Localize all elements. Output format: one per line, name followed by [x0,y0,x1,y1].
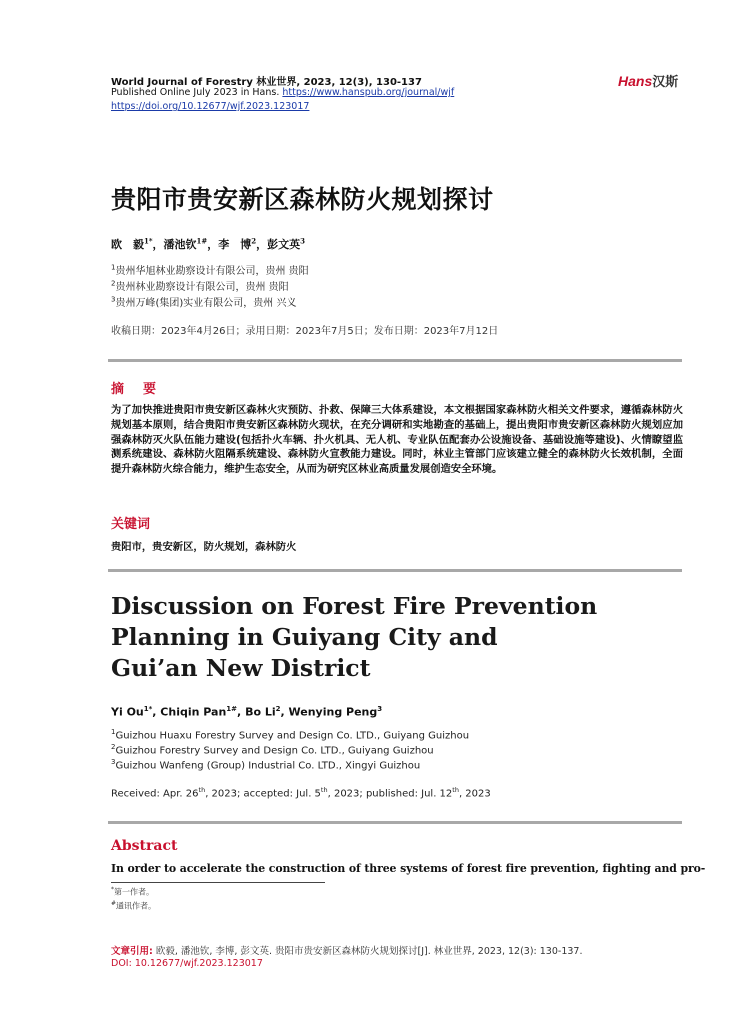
cn-keywords-heading: 关键词 [111,517,151,532]
en-title-line: Planning in Guiyang City and [111,623,498,651]
date-sup: th [198,786,206,794]
cn-title: 贵阳市贵安新区森林防火规划探讨 [111,185,494,214]
divider [108,569,682,572]
cn-affiliation [111,294,296,309]
en-affiliation [111,728,469,741]
logo-cn-text: 汉斯 [652,75,679,90]
en-title-line: Gui’an New District [111,654,371,682]
footnote-text: 通讯作者。 [116,901,157,911]
doi-line [111,101,309,112]
divider [108,359,682,362]
en-title [111,591,651,684]
citation [111,943,582,957]
en-dates [111,786,491,799]
affil-text: Guizhou Wanfeng (Group) Industrial Co. LTD., Xingyi Guizhou [115,760,421,772]
footer-doi[interactable]: DOI: 10.12677/wjf.2023.123017 [111,958,263,969]
citation-text: 欧毅, 潘池钦, 李博, 彭文英. 贵阳市贵安新区森林防火规划探讨[J]. 林业世界, 2023, 12(3): 130-137. [152,946,583,957]
en-author: Wenying Peng [288,705,378,719]
cn-author-sup: 1* [144,236,153,246]
en-author-sup: 3 [377,705,383,713]
divider [108,821,682,824]
cn-affiliation [111,278,289,293]
received-date: Received: Apr. 26 [111,788,199,800]
cn-author: 李 博 [218,238,252,251]
footnote-divider [111,882,325,883]
citation-label: 文章引用: [111,946,153,957]
en-abstract-text: In order to accelerate the construction of three systems of forest fire prevention, fighting and pro- [111,862,706,875]
published-text: Published Online July 2023 in Hans. [111,87,283,98]
affil-text: 贵州万峰(集团)实业有限公司，贵州 兴义 [115,298,297,309]
cn-authors: 欧 毅$^{1*}$，潘池钦$^{1\#}$，李 博$^2$，彭文英$^3$ [111,236,306,251]
doi-url-link[interactable]: https://doi.org/10.12677/wjf.2023.123017 [111,101,310,112]
en-title-line: Discussion on Forest Fire Prevention [111,592,598,620]
en-author-sup: 2 [275,705,281,713]
affil-sup: 2 [111,743,116,751]
en-author-sup: 1* [143,705,153,713]
date-sup: th [452,786,459,794]
affil-text: 贵州华旭林业勘察设计有限公司，贵州 贵阳 [115,266,309,277]
en-author: Chiqin Pan [160,705,227,719]
en-abstract-heading: Abstract [111,838,178,854]
cn-author-sup: 2 [251,236,257,246]
affil-text: 贵州林业勘察设计有限公司，贵州 贵阳 [115,282,289,293]
affil-sup: 1 [111,728,116,736]
affil-sup: 2 [111,279,116,288]
cn-affiliation [111,262,309,277]
cn-author: 彭文英 [267,238,301,251]
published-date: , 2023; published: Jul. 12 [327,788,453,800]
footnote-sup: * [111,886,114,893]
en-authors: Yi $Ou^{1*}$, Chiqin Pan$^{1\#}$, Bo Li$^2$, Wenying Peng$^3$ [111,705,383,719]
cn-author-sup: 1# [196,236,208,246]
affil-sup: 3 [111,295,116,304]
en-author: Yi Ou [111,705,144,719]
affil-sup: 3 [111,758,116,766]
en-author-sup: 1# [226,705,238,713]
footnote-sup: # [111,900,117,907]
cn-abstract-heading: 摘 要 [111,382,160,397]
cn-dates: 收稿日期：2023年4月26日；录用日期：2023年7月5日；发布日期：2023年7月12日 [111,326,499,337]
affil-text: Guizhou Huaxu Forestry Survey and Design Co. LTD., Guiyang Guizhou [115,730,470,742]
logo-hans-text: Hans [618,73,653,89]
footnote [111,900,156,912]
en-author: Bo Li [245,705,276,719]
en-affiliation [111,758,420,771]
cn-abstract: 为了加快推进贵阳市贵安新区森林火灾预防、扑救、保障三大体系建设，本文根据国家森林防火相关文件要求，遵循森林防火规划基本原则，结合贵阳市贵安新区森林防火现状，在充分调研和实地勘查的基础上，提出贵阳市贵安新区森林防火规划应加强森林防灭火队伍能力建设(包括扑火车辆、扑火机具、无人机、专业队伍配套办公设施设备、基础设施等建设)、火情瞭望监测系统建设、森林防火阻隔系统建设、森林防火宣教能力建设。同时，林业主管部门应该建立健全的森林防火长效机制，全面提升森林防火综合能力，维护生态安全，从而为研究区林业高质量发展创造安全环境。 [111,404,683,476]
journal-url-link[interactable]: https://www.hanspub.org/journal/wjf [282,87,455,98]
affil-sup: 1 [111,263,116,272]
accepted-date: , 2023; accepted: Jul. 5 [205,788,321,800]
cn-author: 潘池钦 [163,238,197,251]
footnote-text: 第一作者。 [114,887,154,897]
en-affiliation [111,743,434,756]
cn-author: 欧 毅 [111,238,144,251]
journal-header: World Journal of Forestry 林业世界, 2023, 12(3), 130-137 [111,77,422,88]
affil-text: Guizhou Forestry Survey and Design Co. LTD., Guiyang Guizhou [115,745,434,757]
published-line [111,87,454,98]
cn-keywords: 贵阳市，贵安新区，防火规划，森林防火 [111,541,297,553]
date-year: , 2023 [458,788,491,800]
hans-logo [618,71,678,90]
cn-author-sup: 3 [300,236,306,246]
footnote [111,886,154,898]
date-sup: th [320,786,328,794]
